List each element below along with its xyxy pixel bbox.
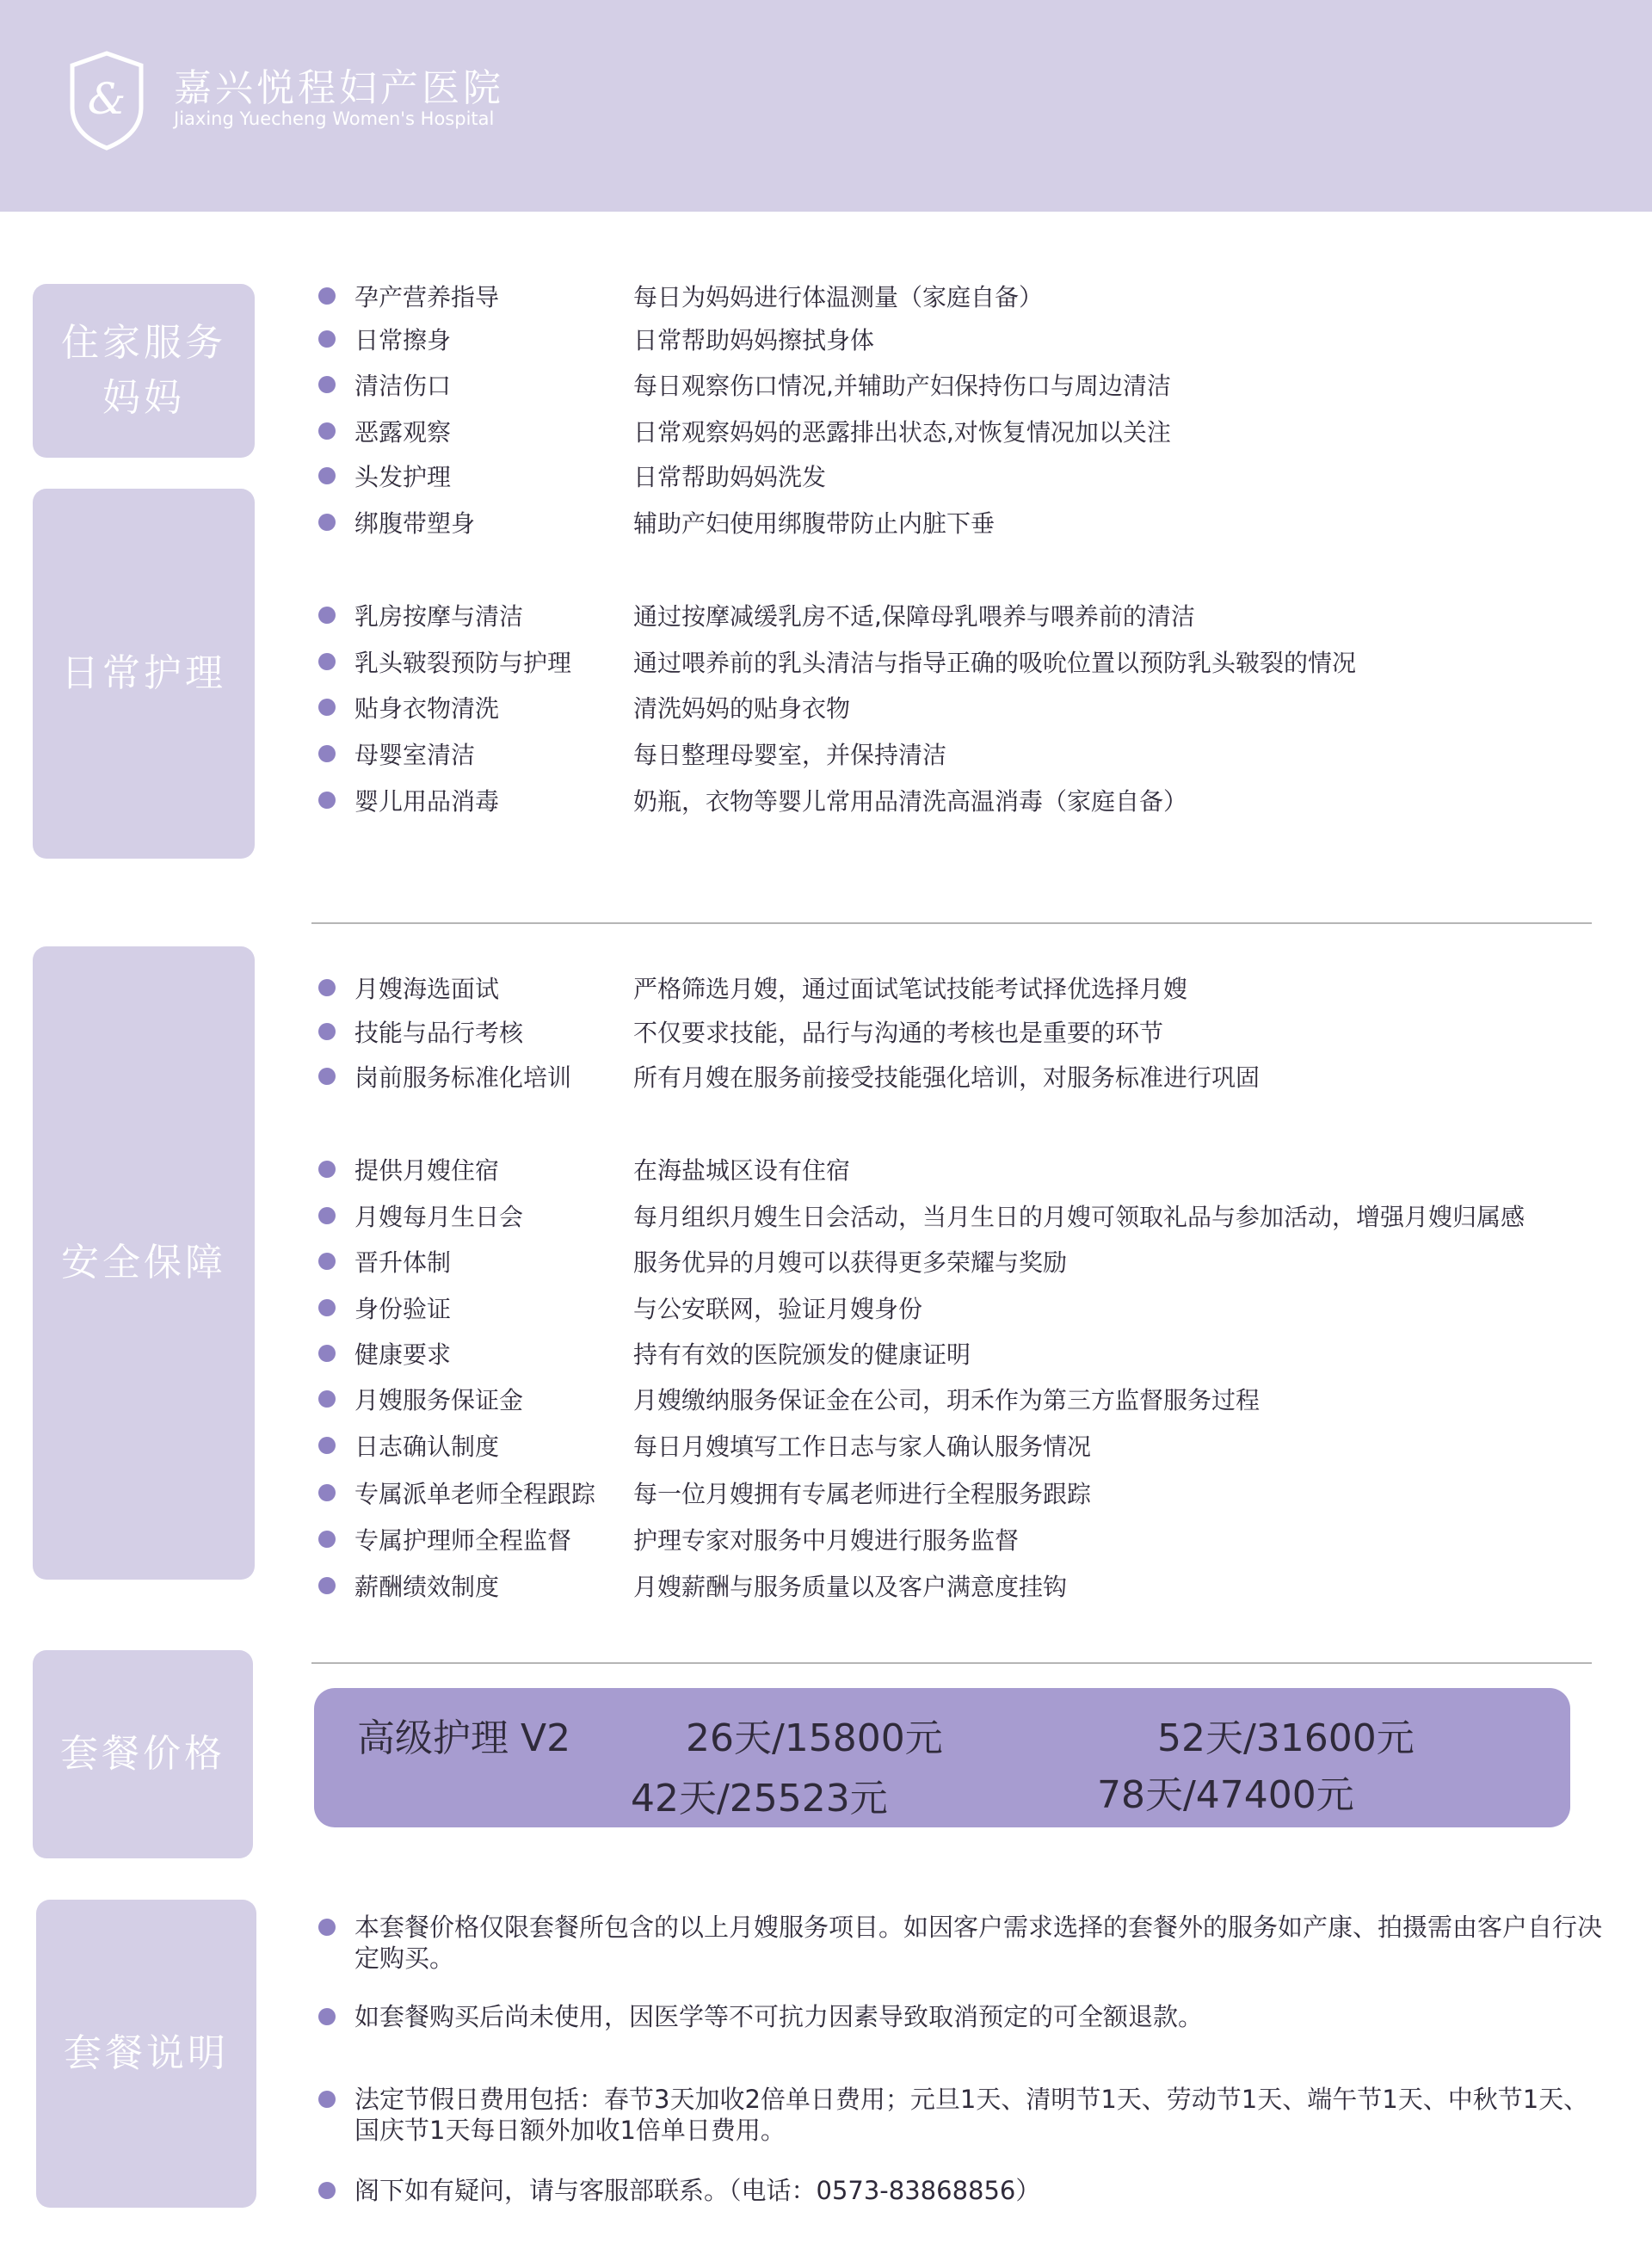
bullet-dot [318,607,336,624]
item-description: 辅助产妇使用绑腹带防止内脏下垂 [633,509,996,538]
list-item [318,1238,1067,1285]
list-item [318,316,874,362]
hospital-name: 嘉兴悦程妇产医院 [174,66,504,110]
section-divider [311,922,1592,924]
bullet-dot [318,1299,336,1316]
list-item [318,638,1356,685]
bullet-dot [318,2091,336,2108]
bullet-dot [318,792,336,809]
bullet-dot [318,979,336,996]
bullet-dot [318,1437,336,1454]
item-description: 每一位月嫂拥有专属老师进行全程服务跟踪 [633,1480,1092,1508]
header-banner [0,0,1652,212]
bullet-dot [318,2008,336,2025]
svg-text:&: & [87,74,126,124]
item-description: 在海盐城区设有住宿 [633,1156,851,1185]
list-item [318,1146,850,1192]
bullet-dot [318,1484,336,1501]
list-item [318,1376,1260,1422]
item-label: 日志确认制度 [354,1432,500,1461]
bullet-dot [318,376,336,393]
bullet-dot [318,1919,336,1936]
bullet-dot [318,1390,336,1408]
item-label: 岗前服务标准化培训 [354,1063,572,1092]
list-item [318,1422,1091,1469]
bullet-dot [318,330,336,348]
list-item [318,499,995,545]
item-description: 每月组织月嫂生日会活动，当月生日的月嫂可领取礼品与参加活动，增强月嫂归属感 [633,1203,1526,1231]
item-label: 清洁伤口 [354,372,452,400]
item-description: 每日为妈妈进行体温测量（家庭自备） [633,283,1044,311]
item-description: 每日整理母婴室，并保持清洁 [633,741,947,769]
item-description: 月嫂缴纳服务保证金在公司，玥禾作为第三方监督服务过程 [633,1386,1261,1414]
item-label: 乳房按摩与清洁 [354,602,524,631]
section-tab-safety: 安全保障 [33,946,255,1580]
note-text: 如套餐购买后尚未使用，因医学等不可抗力因素导致取消预定的可全额退款。 [354,2002,1204,2031]
item-label: 头发护理 [354,463,452,491]
item-label: 晋升体制 [354,1248,452,1277]
item-description: 每日月嫂填写工作日志与家人确认服务情况 [633,1432,1092,1461]
list-item [318,684,850,730]
bullet-dot [318,287,336,305]
list-item [318,453,826,499]
item-label: 专属派单老师全程跟踪 [354,1480,596,1508]
note-text: 阁下如有疑问，请与客服部联系。（电话：0573-83868856） [354,2176,1041,2205]
list-item [318,964,1187,1011]
list-item [318,1285,922,1331]
item-description: 所有月嫂在服务前接受技能强化培训，对服务标准进行巩固 [633,1063,1261,1092]
list-item [318,1053,1260,1100]
item-label: 乳头皲裂预防与护理 [354,649,572,677]
list-item [318,1469,1091,1516]
price-option: 26天/15800元 [686,1716,943,1760]
list-item [318,1008,1163,1055]
bullet-dot [318,745,336,762]
item-description: 日常帮助妈妈擦拭身体 [633,326,875,354]
price-option: 78天/47400元 [1097,1773,1354,1817]
bullet-dot [318,1531,336,1548]
item-label: 专属护理师全程监督 [354,1526,572,1555]
list-item [318,730,946,777]
list-item [318,408,1171,454]
item-description: 护理专家对服务中月嫂进行服务监督 [633,1526,1020,1555]
item-description: 奶瓶，衣物等婴儿常用品清洗高温消毒（家庭自备） [633,787,1188,816]
note-item [318,2175,1602,2206]
package-price-panel [314,1688,1570,1827]
item-label: 婴儿用品消毒 [354,787,500,816]
item-description: 通过按摩减缓乳房不适,保障母乳喂养与喂养前的清洁 [633,602,1195,631]
bullet-dot [318,1345,336,1362]
item-label: 薪酬绩效制度 [354,1573,500,1601]
note-text: 法定节假日费用包括：春节3天加收2倍单日费用；元旦1天、清明节1天、劳动节1天、端午节1天、中秋节1天、国庆节1天每日额外加收1倍单日费用。 [354,2085,1589,2145]
list-item [318,592,1195,638]
price-option: 52天/31600元 [1157,1716,1415,1760]
bullet-dot [318,514,336,531]
item-description: 月嫂薪酬与服务质量以及客户满意度挂钩 [633,1573,1068,1601]
item-description: 每日观察伤口情况,并辅助产妇保持伤口与周边清洁 [633,372,1171,400]
item-label: 身份验证 [354,1295,452,1323]
item-label: 日常擦身 [354,326,452,354]
section-tab-daily-care: 日常护理 [33,489,255,859]
bullet-dot [318,699,336,716]
item-label: 贴身衣物清洗 [354,694,500,723]
hospital-name-english: Jiaxing Yuecheng Women's Hospital [174,108,495,129]
item-label: 绑腹带塑身 [354,509,476,538]
bullet-dot [318,1068,336,1085]
list-item [318,1562,1067,1609]
note-item [318,1912,1602,1974]
item-description: 清洗妈妈的贴身衣物 [633,694,851,723]
bullet-dot [318,1023,336,1040]
item-description: 日常观察妈妈的恶露排出状态,对恢复情况加以关注 [633,418,1171,447]
section-divider [311,1662,1592,1664]
bullet-dot [318,1253,336,1270]
item-description: 严格筛选月嫂，通过面试笔试技能考试择优选择月嫂 [633,975,1188,1003]
note-text: 本套餐价格仅限套餐所包含的以上月嫂服务项目。如因客户需求选择的套餐外的服务如产康、拍摄需由客户自行决定购买。 [354,1913,1603,1973]
section-tab-package-notes: 套餐说明 [36,1900,256,2208]
item-description: 服务优异的月嫂可以获得更多荣耀与奖励 [633,1248,1068,1277]
list-item [318,1516,1019,1562]
item-label: 技能与品行考核 [354,1019,524,1047]
note-item [318,2084,1602,2146]
item-label: 健康要求 [354,1340,452,1369]
package-title: 高级护理 V2 [357,1716,571,1760]
list-item [318,777,1187,823]
section-tab-home-service: 住家服务 妈妈 [33,284,255,458]
item-label: 月嫂每月生日会 [354,1203,524,1231]
price-option: 42天/25523元 [631,1777,888,1821]
item-label: 母婴室清洁 [354,741,476,769]
bullet-dot [318,2182,336,2199]
item-label: 恶露观察 [354,418,452,447]
bullet-dot [318,1161,336,1178]
item-label: 孕产营养指导 [354,283,500,311]
ampersand-shield-logo [67,50,146,151]
item-label: 月嫂海选面试 [354,975,500,1003]
item-description: 不仅要求技能，品行与沟通的考核也是重要的环节 [633,1019,1164,1047]
bullet-dot [318,1207,336,1224]
bullet-dot [318,422,336,440]
list-item [318,361,1171,408]
item-description: 持有有效的医院颁发的健康证明 [633,1340,971,1369]
item-description: 与公安联网，验证月嫂身份 [633,1295,923,1323]
item-description: 日常帮助妈妈洗发 [633,463,827,491]
item-label: 月嫂服务保证金 [354,1386,524,1414]
bullet-dot [318,653,336,670]
note-item [318,2001,1602,2032]
section-tab-package-price: 套餐价格 [33,1650,253,1858]
list-item [318,273,1043,319]
item-label: 提供月嫂住宿 [354,1156,500,1185]
bullet-dot [318,467,336,484]
bullet-dot [318,1577,336,1594]
list-item [318,1330,971,1377]
item-description: 通过喂养前的乳头清洁与指导正确的吸吮位置以预防乳头皲裂的情况 [633,649,1357,677]
list-item [318,1192,1525,1239]
